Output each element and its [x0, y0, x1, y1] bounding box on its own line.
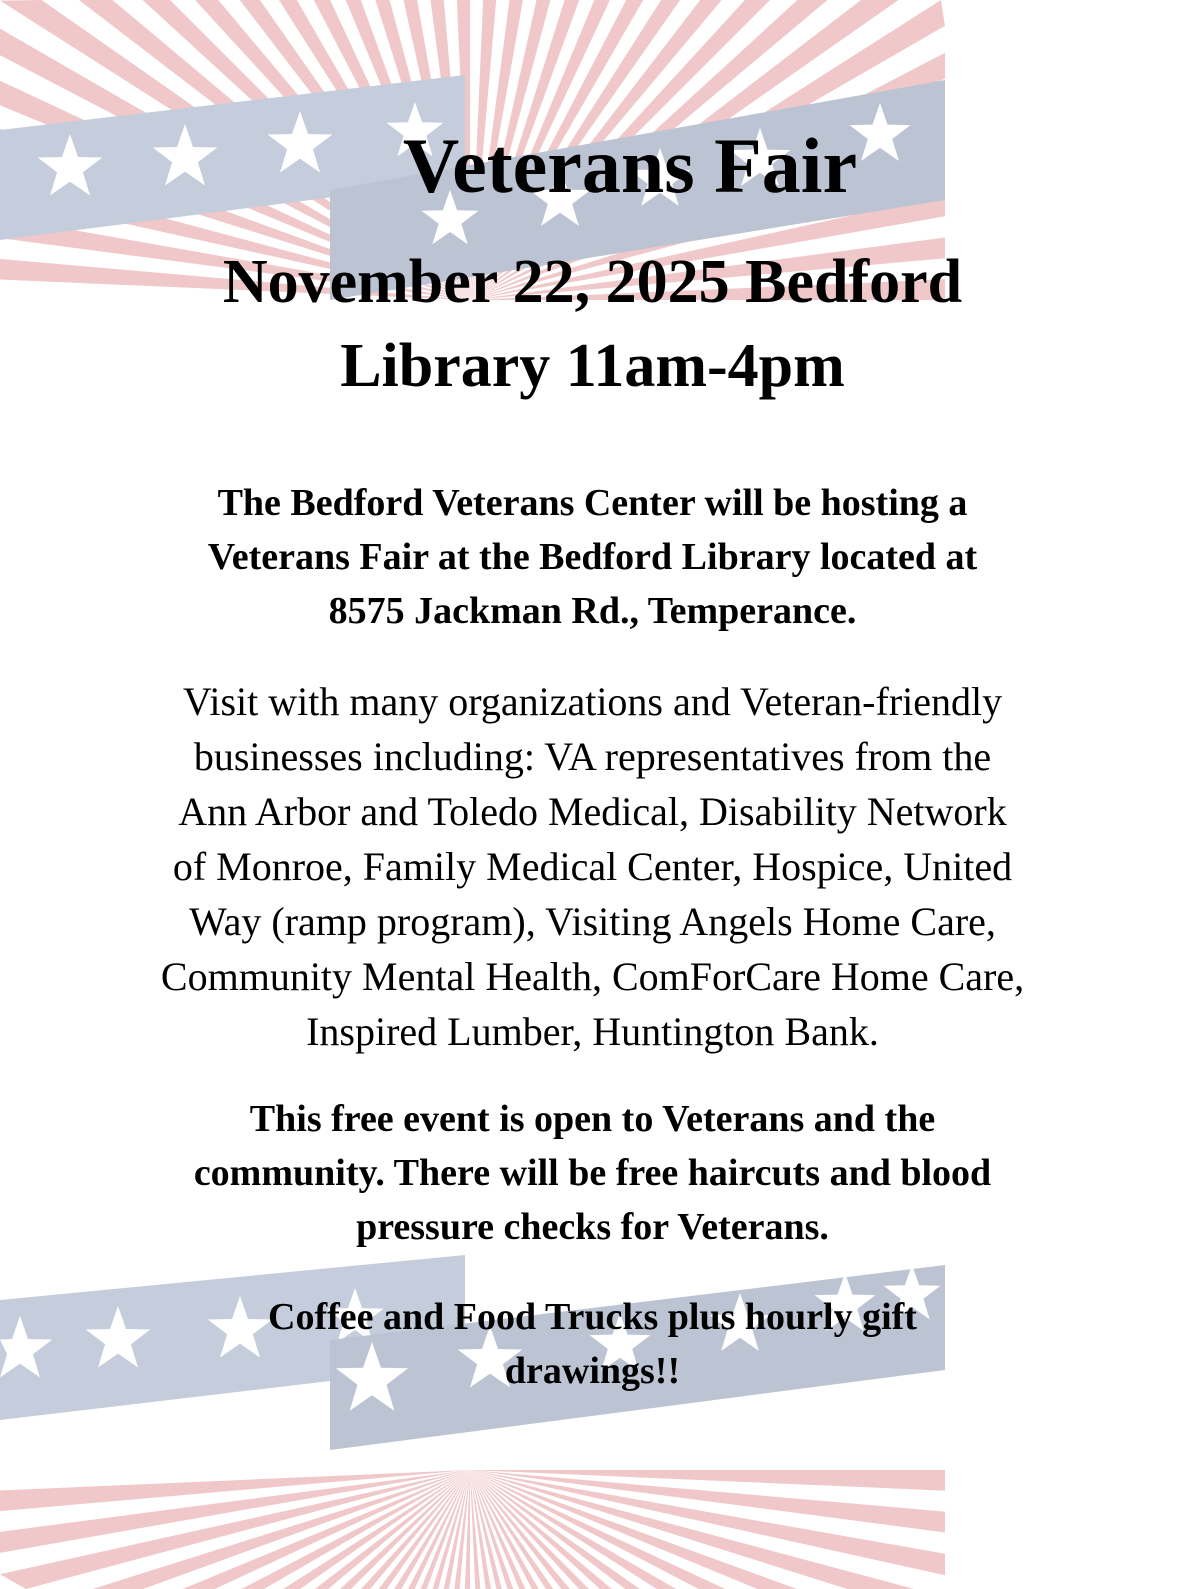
subtitle-line: Library 11am-4pm	[340, 332, 845, 400]
text-line: pressure checks for Veterans.	[356, 1206, 829, 1248]
sunburst-stripe	[465, 1470, 470, 1589]
text-line: Way (ramp program), Visiting Angels Home Care,	[189, 899, 996, 944]
text-line: of Monroe, Family Medical Center, Hospice, United	[172, 844, 1013, 889]
flyer-title: Veterans Fair	[402, 122, 858, 209]
sunburst-stripe	[470, 1470, 945, 1491]
subtitle-line: November 22, 2025 Bedford	[222, 248, 963, 316]
text-line: Ann Arbor and Toledo Medical, Disability Network	[178, 789, 1007, 834]
extras-paragraph	[160, 1290, 1025, 1398]
event-date-location	[60, 240, 1125, 408]
text-line: community. There will be free haircuts and blood	[193, 1152, 992, 1194]
organizations-paragraph	[60, 674, 1125, 1059]
text-line: businesses including: VA representatives from the	[193, 734, 992, 779]
text-line: Visit with many organizations and Veteran-friendly	[182, 679, 1003, 724]
text-line: Veterans Fair at the Bedford Library located at	[207, 536, 978, 578]
text-line: 8575 Jackman Rd., Temperance.	[328, 590, 857, 632]
text-line: Inspired Lumber, Huntington Bank.	[306, 1009, 879, 1054]
intro-paragraph	[60, 476, 1125, 638]
text-line: Community Mental Health, ComForCare Home Care,	[160, 954, 1025, 999]
text-line: The Bedford Veterans Center will be hosting a	[217, 482, 968, 524]
text-line: drawings!!	[504, 1350, 681, 1392]
text-line: Coffee and Food Trucks plus hourly gift	[268, 1296, 917, 1338]
free-event-paragraph	[60, 1092, 1125, 1254]
text-line: This free event is open to Veterans and the	[249, 1098, 936, 1140]
